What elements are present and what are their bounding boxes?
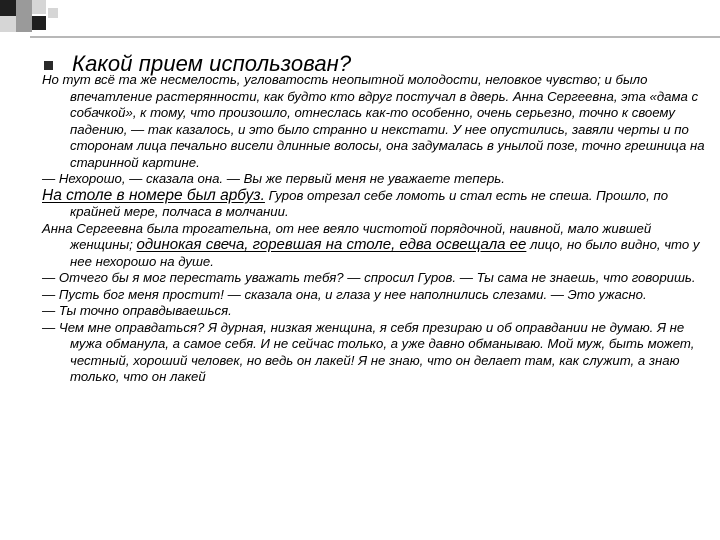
text-body	[40, 72, 710, 386]
deco-square-mid	[16, 0, 32, 16]
highlighted-phrase: На столе в номере был арбуз.	[42, 186, 265, 204]
paragraph	[40, 270, 710, 287]
paragraph-text: — Пусть бог меня простит! — сказала она, и глаза у нее наполнились слезами. — Это ужасно.	[42, 286, 647, 302]
paragraph-text: — Нехорошо, — сказала она. — Вы же первый меня не уважаете теперь.	[42, 171, 505, 186]
paragraph	[40, 72, 710, 171]
paragraph-text: — Чем мне оправдаться? Я дурная, низкая женщина, я себя презираю и об оправдании не думаю. Я не мужа обманула, а самое себя. И не сейчас только, а уже давно обманываю. Мой муж, быть может, честный, хороший человек, но ведь он лакей! Я не знаю, что он делает там, как служит, а знаю только, что он лакей	[42, 319, 695, 384]
paragraph-text: лицо, но было видно, что у нее нехорошо на душе.	[70, 237, 700, 269]
header-decoration	[0, 0, 720, 45]
paragraph	[40, 303, 710, 320]
paragraph-text: Гуров отрезал себе ломоть и стал есть не спеша. Прошло, по крайней мере, полчаса в молчании.	[70, 187, 669, 219]
deco-square-dark	[0, 0, 16, 16]
deco-square-light	[0, 16, 16, 32]
deco-square-light	[48, 8, 58, 18]
paragraph	[40, 171, 710, 188]
slide-title: Какой прием использован?	[72, 51, 352, 76]
paragraph-text: Но тут всё та же несмелость, угловатость неопытной молодости, неловкое чувство; и было впечатление растерянности, как будто кто вдруг постучал в дверь. Анна Сергеевна, эта «дама с собачкой», к тому, что произошло, отнеслась как-то особенно, очень серьезно, точно к своему падению, — так казалось, и это было странно и некстати. У нее опустились, завяли черты и по сторонам лица печально висели длинные волосы, она задумалась в унылой позе, точно грешница на старинной картине.	[42, 72, 705, 170]
highlighted-phrase: одинокая свеча, горевшая на столе, едва освещала ее	[136, 236, 527, 253]
paragraph-text: Анна Сергеевна была трогательна, от нее веяло чистотой порядочной, наивной, мало жившей женщины;	[42, 220, 652, 252]
paragraph	[40, 188, 710, 221]
deco-square-light	[32, 0, 46, 14]
square-bullet-icon	[44, 61, 53, 70]
paragraph	[40, 320, 710, 386]
paragraph-text: — Отчего бы я мог перестать уважать тебя? — спросил Гуров. — Ты сама не знаешь, что говоришь.	[42, 270, 696, 285]
deco-square-mid	[16, 16, 32, 32]
paragraph-text: — Ты точно оправдываешься.	[42, 303, 232, 318]
paragraph	[40, 287, 710, 304]
header-divider	[30, 36, 720, 38]
paragraph	[40, 221, 710, 271]
deco-square-dark	[32, 16, 46, 30]
